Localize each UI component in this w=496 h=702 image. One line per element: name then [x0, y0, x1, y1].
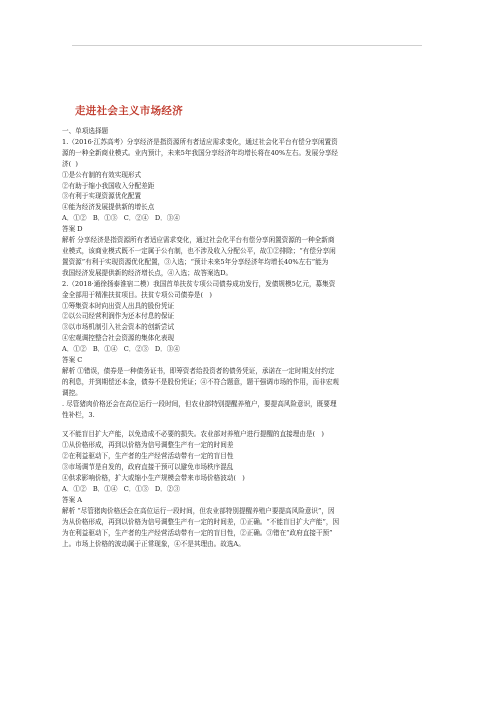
text-line: 解析 “尽管猪肉价格还会在高位运行一段时间，但农业部特别提醒养殖户要提高风险意识”，因 — [62, 506, 335, 515]
text-line: ③市场调节是自发的，政府直接干预可以避免市场秩序混乱 — [62, 463, 234, 472]
text-line: 答案 D — [62, 225, 83, 234]
text-line: ①是公有制的有效实现形式 — [62, 170, 142, 179]
text-line: A．①② B．①③ C．②④ D．③④ — [62, 214, 180, 223]
text-line: ④供求影响价格，扩大或缩小生产规模会带来市场价格波动( ) — [62, 474, 245, 483]
text-line: 为从价格形成，再到以价格为信号调整生产有一定的时间差，①正确。“不能盲目扩大产能”，因 — [62, 517, 340, 526]
paragraph-gap — [62, 420, 422, 429]
text-line: ②在利益驱动下，生产者的生产经营活动带有一定的盲目性 — [62, 452, 234, 461]
text-line: 解析 ①错误，债券是一种债务证书，即筹资者给投资者的债务凭证，承诺在一定时期支付约定 — [62, 366, 335, 375]
text-line: 解析 分享经济是指资源所有者适应需求变化，通过社会化平台有偿分享闲置资源的一种全新商 — [62, 236, 335, 245]
text-line: 又不能盲目扩大产能，以免造成不必要的损失。农业部对养殖户进行提醒的直接理由是( ) — [62, 430, 324, 439]
text-line: 上。市场上价格的波动属于正常现象，④不是其理由。故选A。 — [62, 539, 245, 548]
text-line: ③以市场机制引入社会资本的创新尝试 — [62, 323, 175, 332]
text-line: 1.（2016·江苏高考）分享经济是指资源所有者适应需求变化，通过社会化平台有偿分享闲置资 — [62, 137, 338, 146]
text-line: A．①② B．①④ C．①③ D．②③ — [62, 485, 180, 493]
text-line: ③有利于实现资源优化配置 — [62, 192, 142, 201]
text-line: ①筹集资本时向出资人出具的股份凭证 — [62, 301, 175, 310]
text-line: 置资源”有利于实现资源优化配置，③入选；“预计未来5年分享经济年均增长40%左右”能为 — [62, 257, 329, 266]
text-line: 为在利益驱动下，生产者的生产经营活动带有一定的盲目性，②正确。③错在“政府直接干预” — [62, 528, 333, 537]
text-line: ④能为经济发展提供新的增长点 — [62, 203, 155, 212]
text-line: 业模式，该商业模式既不一定属于公有制，也不涉及收入分配公平，故①②排除；“有偿分享闲 — [62, 246, 336, 255]
text-line: 2.（2018·通徐扬泰淮宿二模）我国首单扶贫专项公司债券成功发行，发债规模5亿元，募集资 — [62, 279, 336, 288]
text-line: ②有助于缩小我国收入分配差距 — [62, 181, 155, 190]
header-rule — [72, 45, 422, 46]
text-line: 济( ) — [62, 159, 78, 168]
text-line: ④宏观调控整合社会资源的集体化表现 — [62, 334, 175, 343]
document-body — [62, 126, 422, 549]
text-line: 调控。 — [62, 388, 82, 397]
text-line: 答案 C — [62, 356, 83, 365]
text-line: 的利息，并到期偿还本金，债券不是股份凭证；④不符合题意，题干强调市场的作用，而非宏观 — [62, 377, 339, 386]
document-title: 走进社会主义市场经济 — [75, 105, 183, 117]
text-line: 我国经济发展提供新的经济增长点，④入选；故答案选D。 — [62, 268, 233, 277]
text-line: ①从价格形成，再到以价格为信号调整生产有一定的时间差 — [62, 441, 234, 450]
text-line: 答案 A — [62, 495, 83, 504]
text-line: 源的一种全新商业模式。业内预计，未来5年我国分享经济年均增长将在40%左右。发展分享经 — [62, 148, 339, 157]
text-line: . 尽管猪肉价格还会在高位运行一段时间，但农业部特别提醒养殖户，要提高风险意识，既要理 — [62, 399, 337, 408]
text-line: 一、单项选择题 — [62, 127, 109, 135]
text-line: 金全部用于精准扶贫项目。扶贫专项公司债券是( ) — [62, 290, 212, 299]
text-line: A．①② B．①④ C．②③ D．③④ — [62, 345, 180, 354]
text-line: 性补栏，3. — [62, 410, 95, 419]
text-line: ②以公司经营利润作为还本付息的保证 — [62, 312, 175, 321]
